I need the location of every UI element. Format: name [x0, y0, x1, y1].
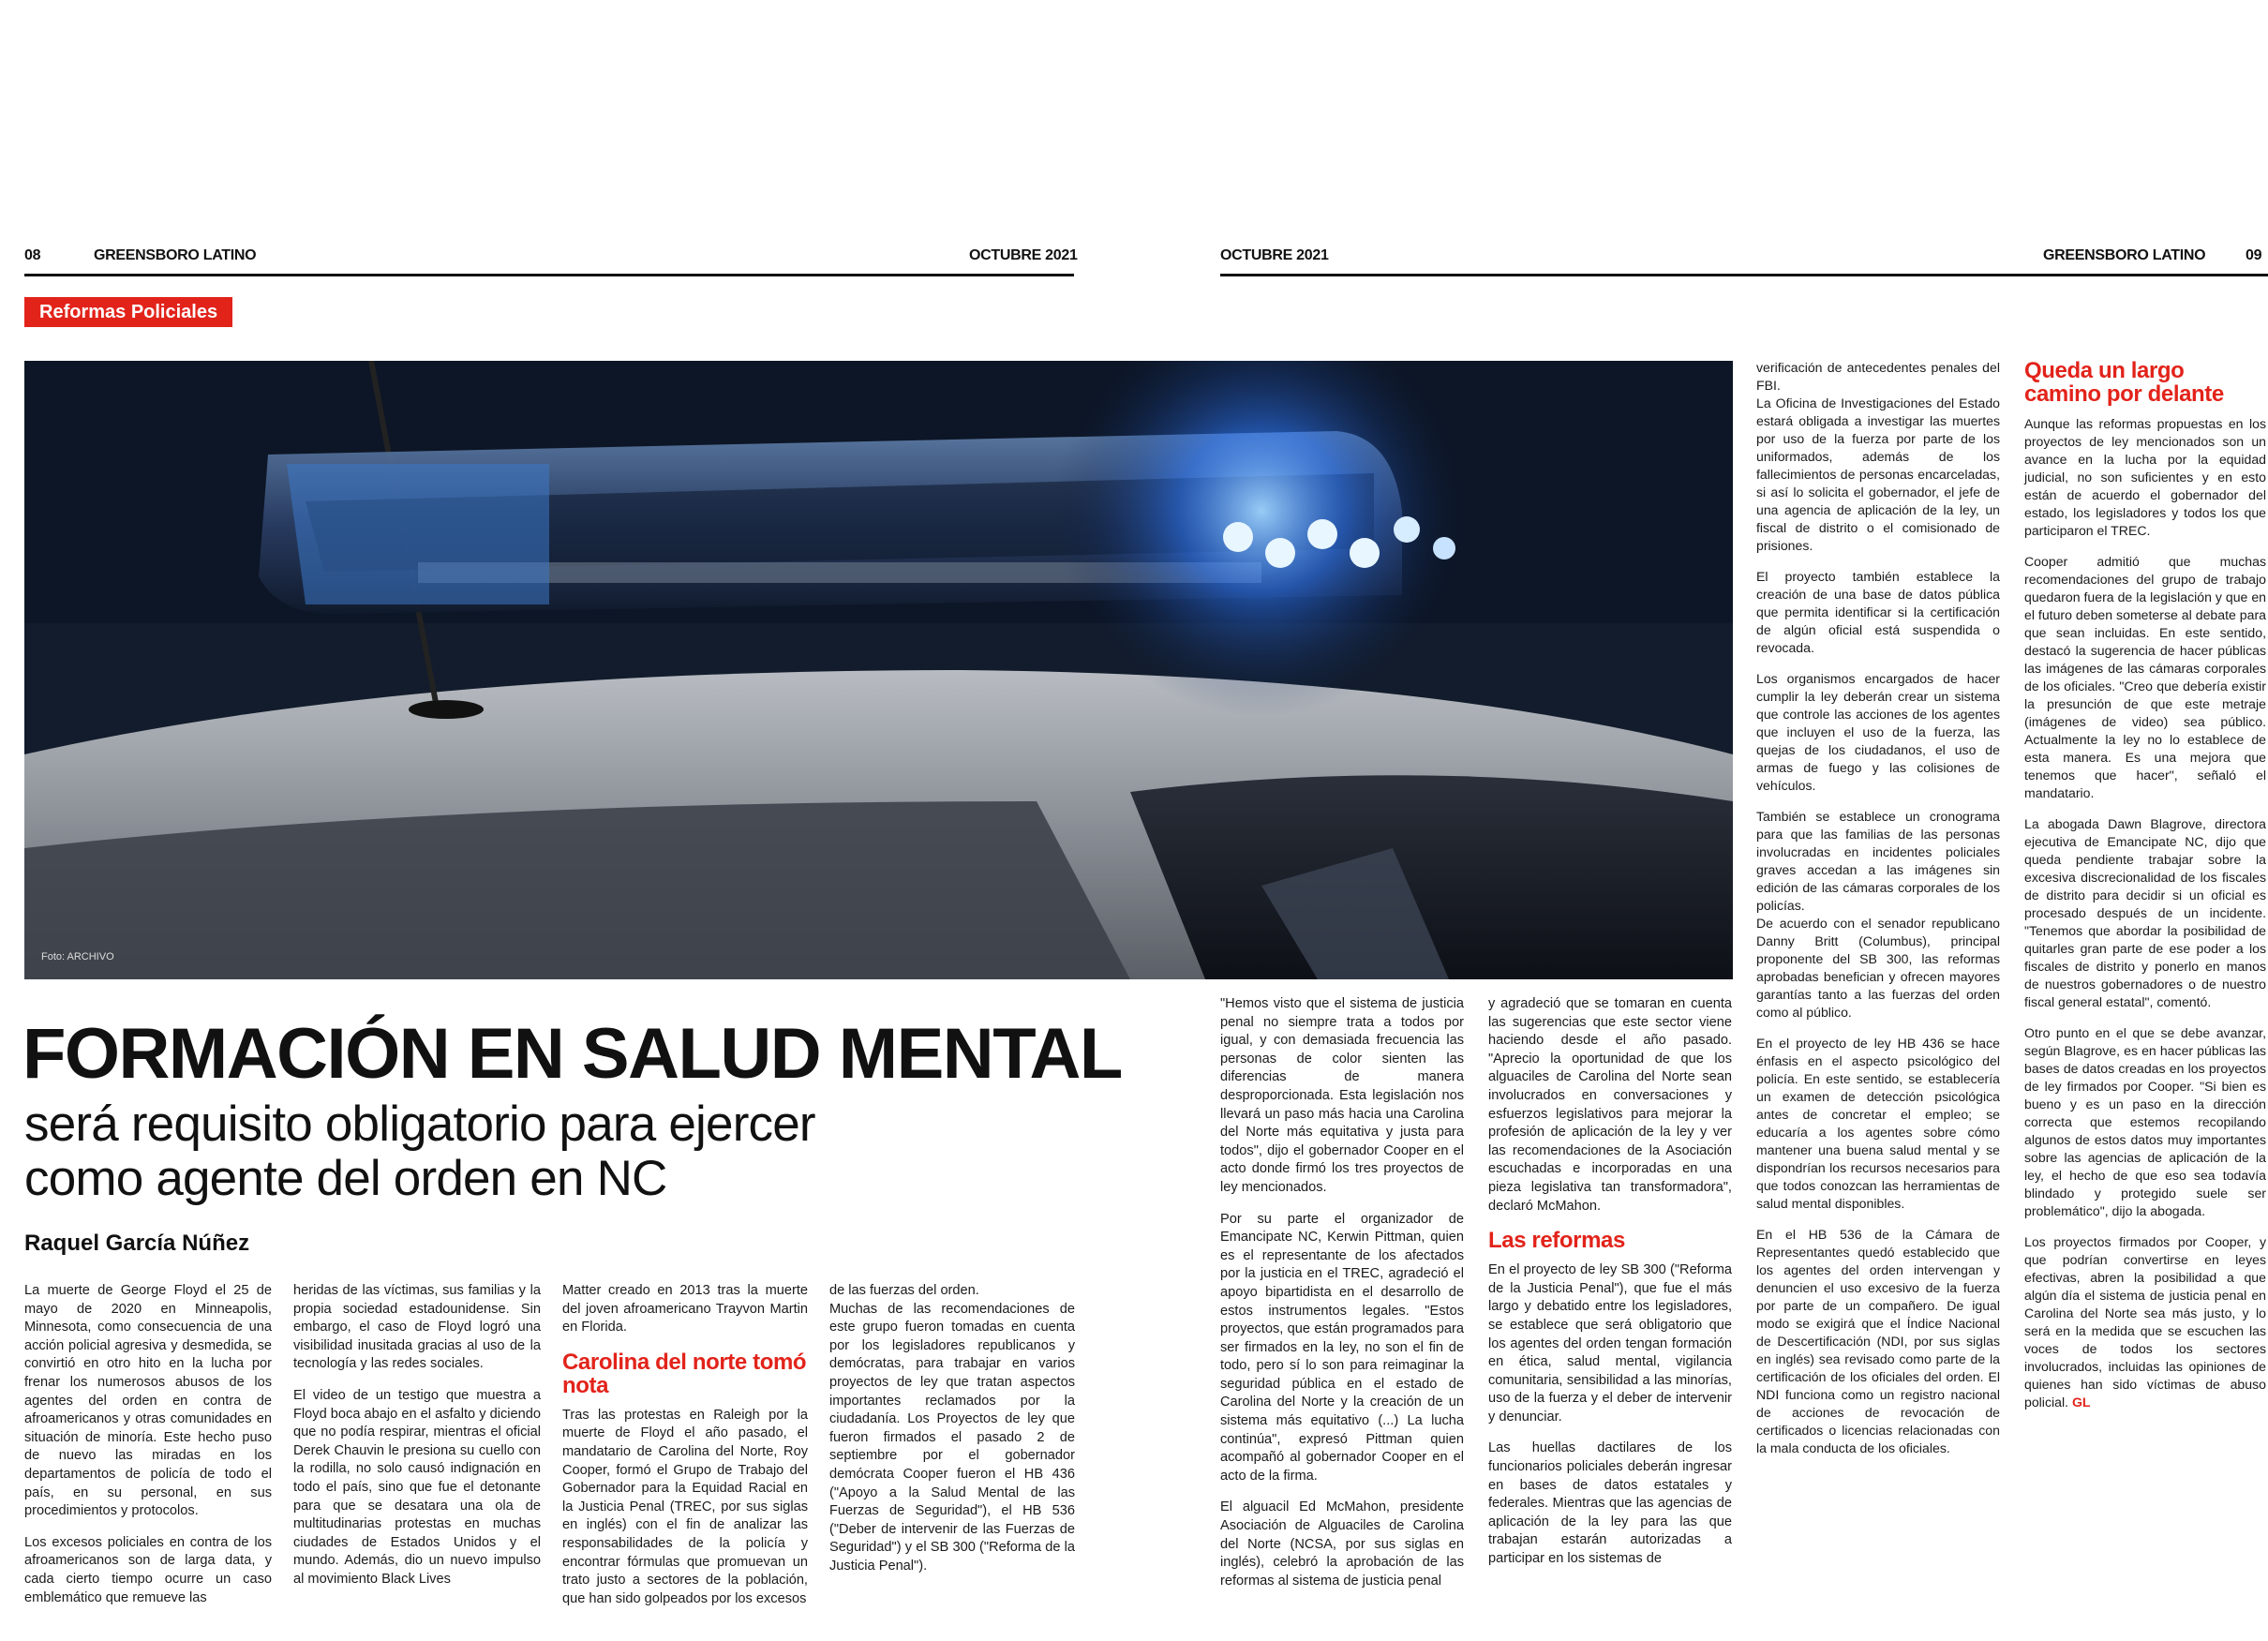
paragraph	[2024, 1233, 2266, 1411]
subheading-camino: Queda un largo camino por delante	[2024, 358, 2224, 407]
paragraph-text: Los proyectos firmados por Cooper, y que podrían convertirse en leyes efectivas, abren la posibilidad a que algún día el sistema de justicia penal en Carolina del Norte sea más justo, y lo será en la medida que se escuchen las voces de todos los sectores involucrados, incluidas las opiniones de quienes han sido víctimas de abuso policial.	[2024, 1234, 2266, 1410]
left-issue-date: OCTUBRE 2021	[969, 247, 1078, 263]
left-publication-name: GREENSBORO LATINO	[94, 247, 257, 263]
subheading-carolina: Carolina del norte tomó nota	[562, 1349, 807, 1398]
paragraph: El alguacil Ed McMahon, presidente Asociación de Alguaciles de Carolina del Norte (NCSA, por sus siglas en inglés), celebró la aprobación de las reformas al sistema de justicia penal	[1220, 1499, 1464, 1589]
paragraph: El video de un testigo que muestra a Floyd boca abajo en el asfalto y diciendo que no podía respirar, mientras el oficial Derek Chauvin le presiona su cuello con la rodilla, no solo causó indignación en todo el país, sino que fue el detonante para que se desatara una ola de multitudinarias protestas en muchas ciudades de Estados Unidos y el mundo. Además, dio un nuevo impulso al movimiento Black Lives	[293, 1387, 541, 1587]
end-mark: GL	[2071, 1395, 2091, 1410]
paragraph: En el proyecto de ley HB 436 se hace énfasis en el aspecto psicológico del policía. En este sentido, se establecería un examen de detección psicológica antes de concretar el empleo; se educaría a los agentes sobre cómo mantener una buena salud mental y se dispondrían los recursos necesarios para que todos conozcan las herramientas de salud mental disponibles.	[1756, 1036, 2000, 1211]
headline: FORMACIÓN EN SALUD MENTAL	[22, 1014, 1122, 1094]
article-column-4	[829, 1282, 1075, 1589]
paragraph: de las fuerzas del orden.	[829, 1283, 979, 1298]
left-header-rule	[24, 274, 1074, 276]
subhead-line-1: será requisito obligatorio para ejercer	[24, 1096, 815, 1152]
right-page-number: 09	[2246, 247, 2262, 263]
paragraph: El proyecto también establece la creación de una base de datos pública que permita identificar si la certificación de algún oficial está suspendida o revocada.	[1756, 569, 2000, 655]
article-column-5	[1220, 995, 1464, 1604]
paragraph: Otro punto en el que se debe avanzar, según Blagrove, es en hacer públicas las bases de datos creadas en los proyectos de ley firmados por Cooper. "Si bien es bueno y es un paso en la dirección correcta que estemos recopilando algunos de estos datos muy importantes sobre las agencias de aplicación de la ley, el hecho de que eso sea todavía blindado y protegido suele ser problemático", dijo la abogada.	[2024, 1025, 2266, 1218]
byline: Raquel García Núñez	[24, 1231, 250, 1256]
paragraph: heridas de las víctimas, sus familias y la propia sociedad estadounidense. Sin embargo, el caso de Floyd logró una visibilidad inusitada gracias al uso de la tecnología y las redes sociales.	[293, 1283, 541, 1372]
paragraph: De acuerdo con el senador republicano Danny Britt (Columbus), principal proponente del SB 300, las reformas aprobadas benefician y ofrecen mayores garantías tanto a las fuerzas del orden como al público.	[1756, 916, 2000, 1020]
paragraph: verificación de antecedentes penales del FBI.	[1756, 360, 2000, 393]
article-column-7	[1756, 359, 2000, 1470]
paragraph: Muchas de las recomendaciones de este grupo fueron tomadas en cuenta por los legisladores republicanos y demócratas, para trabajar en varios proyectos de ley que tratan aspectos importantes reclamados por la ciudadanía. Los Proyectos de ley que fueron firmados el pasado 2 de septiembre por el gobernador demócrata Cooper fueron el HB 436 ("Apoyo a la Salud Mental de las Fuerzas de Seguridad"), el HB 536 ("Deber de intervenir de las Fuerzas de Seguridad") y el SB 300 ("Reforma de la Justicia Penal").	[829, 1301, 1075, 1574]
photo-credit: Foto: ARCHIVO	[41, 951, 114, 962]
paragraph: Los organismos encargados de hacer cumplir la ley deberán crear un sistema que controle las acciones de los agentes que incluyen el uso de la fuerza, las quejas de los ciudadanos, el uso de armas de fuego y las colisiones de vehículos.	[1756, 671, 2000, 793]
section-tag: Reformas Policiales	[24, 297, 232, 327]
paragraph: Cooper admitió que muchas recomendaciones del grupo de trabajo quedaron fuera de la legislación y que en el futuro deben someterse al debate para que sean incluidas. En este sentido, destacó la sugerencia de hacer públicas las imágenes de las cámaras corporales de los oficiales. "Creo que debería existir la presunción de que este metraje (imágenes de video) sea público. Actualmente la ley no lo establece de esta manera. Es una mejora que tenemos que hacer", señaló el mandatario.	[2024, 554, 2266, 800]
article-column-8	[2024, 359, 2266, 1425]
paragraph: Por su parte el organizador de Emancipate NC, Kerwin Pittman, quien es el representante de los afectados por la justicia en el TREC, agradeció el apoyo bipartidista en el desarrollo de estos instrumentos legales. "Estos proyectos, que están programados para ser firmados en la ley, no son el fin de todo, pero sí lo son para reimaginar la seguridad pública en el estado de Carolina del Norte y la creación de un sistema más equitativo (...) La lucha continúa", expresó Pittman quien acompañó al gobernador Cooper en el acto de la firma.	[1220, 1211, 1464, 1484]
paragraph: "Hemos visto que el sistema de justicia penal no siempre trata a todos por igual, y con demasiada frecuencia las personas de color sienten las diferencias de manera desproporcionada. Esta legislación nos llevará un paso más hacia una Carolina del Norte más equitativa y justa para todos", dijo el gobernador Cooper en el acto donde firmó los tres proyectos de ley mencionados.	[1220, 996, 1464, 1195]
article-column-6	[1488, 995, 1732, 1582]
left-page-number: 08	[24, 247, 41, 263]
police-lightbar-photo	[24, 361, 1733, 979]
paragraph: Tras las protestas en Raleigh por la muerte de Floyd el año pasado, el mandatario de Carolina del Norte, Roy Cooper, formó el Grupo de Trabajo del Gobernador para la Equidad Racial en la Justicia Penal (TREC, por sus siglas en inglés) con el fin de analizar las responsabilidades de la policía y encontrar fórmulas que promuevan un trato justo a sectores de la población, que han sido golpeados por los excesos	[562, 1407, 808, 1606]
subhead-line-2: como agente del orden en NC	[24, 1151, 667, 1206]
right-publication-name: GREENSBORO LATINO	[2043, 247, 2206, 263]
paragraph: La Oficina de Investigaciones del Estado estará obligada a investigar las muertes por uso de la fuerza por parte de los uniformados, además de los fallecimientos de personas encarceladas, si así lo solicita el gobernador, el jefe de una agencia de aplicación de la ley, un fiscal de distrito o el comisionado de prisiones.	[1756, 395, 2000, 553]
right-issue-date: OCTUBRE 2021	[1220, 247, 1329, 263]
paragraph: En el proyecto de ley SB 300 ("Reforma de la Justicia Penal"), que fue el más largo y debatido entre los legisladores, se establece que será obligatorio que los agentes del orden tengan formación en ética, salud mental, vigilancia comunitaria, sensibilidad a las minorías, uso de la fuerza y el deber de intervenir y denunciar.	[1488, 1262, 1732, 1425]
paragraph: La muerte de George Floyd el 25 de mayo de 2020 en Minneapolis, Minnesota, como consecuencia de una acción policial agresiva y desmedida, se convirtió en otro hito en la lucha por frenar los numerosos abusos de los agentes del orden en contra de afroamericanos y otras comunidades en situación de minoría. Este hecho puso de nuevo las miradas en los departamentos de policía de todo el país, en su personal, en sus procedimientos y protocolos.	[24, 1283, 272, 1519]
article-column-1	[24, 1282, 272, 1620]
article-column-3	[562, 1282, 808, 1621]
paragraph: Matter creado en 2013 tras la muerte del joven afroamericano Trayvon Martin en Florida.	[562, 1283, 808, 1335]
article-column-2	[293, 1282, 541, 1603]
paragraph: y agradeció que se tomaran en cuenta las sugerencias que este sector viene haciendo desde el año pasado. "Aprecio la oportunidad de que los alguaciles de Carolina del Norte sean involucrados en conversaciones y esfuerzos legislativos para mejorar la profesión de aplicación de la ley y ver las recomendaciones de la Asociación escuchadas e incorporadas en una pieza legislativa tan transformadora", declaró McMahon.	[1488, 996, 1732, 1214]
paragraph: La abogada Dawn Blagrove, directora ejecutiva de Emancipate NC, dijo que queda pendiente trabajar sobre la excesiva discrecionalidad de los fiscales de distrito para decidir si un oficial es procesado después de un incidente. "Tenemos que abordar la posibilidad de quitarles gran parte de ese poder a los fiscales de distrito y ponerlo en manos de nuestros gobernadores o de nuestro fiscal general estatal", comentó.	[2024, 816, 2266, 1009]
paragraph: Los excesos policiales en contra de los afroamericanos son de larga data, y cada cierto tiempo ocurre un caso emblemático que remueve las	[24, 1534, 272, 1605]
paragraph: En el HB 536 de la Cámara de Representantes quedó establecido que los agentes del orden intervengan y denuncien el uso excesivo de la fuerza por parte de un compañero. De igual modo se exigirá que el Índice Nacional de Descertificación (NDI, por sus siglas en inglés) sea revisado como parte de la certificación de los oficiales del orden. El NDI funciona como un registro nacional de acciones de revocación de certificados o licencias relacionadas con la mala conducta de los oficiales.	[1756, 1227, 2000, 1455]
subheading-reformas: Las reformas	[1488, 1228, 1625, 1254]
right-header-rule	[1220, 274, 2268, 276]
paragraph: Aunque las reformas propuestas en los proyectos de ley mencionados son un avance en la lucha por la equidad judicial, no son suficientes y en esto están de acuerdo el gobernador del estado, los legisladores y todos los que participaron el TREC.	[2024, 416, 2266, 538]
paragraph: También se establece un cronograma para que las familias de las personas involucradas en incidentes policiales graves accedan a las imágenes sin edición de las cámaras corporales de los policías.	[1756, 809, 2000, 913]
paragraph: Las huellas dactilares de los funcionarios policiales deberán ingresar en bases de datos estatales y federales. Mientras que las agencias de aplicación de la ley para las que trabajan estarán autorizadas a participar en los sistemas de	[1488, 1440, 1732, 1567]
police-car-illustration	[24, 361, 1733, 979]
